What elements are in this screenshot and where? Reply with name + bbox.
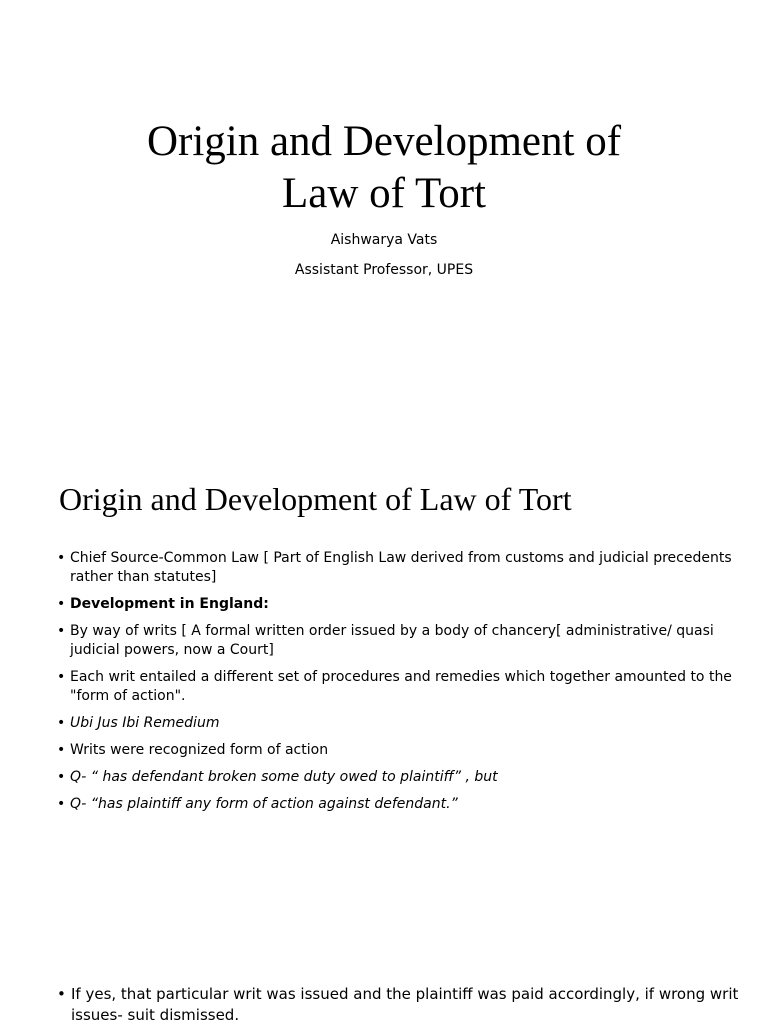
- continuation-slide: [0, 960, 768, 1024]
- bullet-icon: •: [57, 985, 66, 1003]
- bullet-item: [57, 984, 747, 1026]
- bullet-text: Writs were recognized form of action: [70, 742, 329, 758]
- bullet-item: [57, 595, 737, 614]
- bullet-item: [57, 741, 737, 760]
- bullet-icon: •: [57, 796, 66, 812]
- bullet-icon: •: [57, 715, 66, 731]
- bullet-icon: •: [57, 623, 66, 639]
- bullet-list: [57, 984, 747, 1026]
- title-line-2: Law of Tort: [282, 170, 486, 217]
- bullet-text: If yes, that particular writ was issued and the plaintiff was paid accordingly, if wrong writ issues- suit dismissed.: [71, 985, 739, 1024]
- slide-heading: Origin and Development of Law of Tort: [59, 481, 572, 517]
- presentation-title: [0, 116, 768, 220]
- bullet-item: [57, 549, 737, 587]
- bullet-text: Each writ entailed a different set of procedures and remedies which together amounted to the "form of action".: [70, 669, 732, 704]
- title-line-1: Origin and Development of: [146, 118, 622, 165]
- bullet-text: Q- “ has defendant broken some duty owed to plaintiff” , but: [70, 769, 498, 785]
- bullet-text: Chief Source-Common Law [ Part of English Law derived from customs and judicial precedents rather than statutes]: [70, 550, 732, 585]
- content-slide: [0, 432, 768, 1024]
- bullet-icon: •: [57, 596, 66, 612]
- bullet-text: Development in England:: [70, 596, 269, 612]
- bullet-item: [57, 795, 737, 814]
- bullet-icon: •: [57, 769, 66, 785]
- bullet-list: [57, 549, 737, 822]
- bullet-text: Q- “has plaintiff any form of action against defendant.”: [70, 796, 458, 812]
- bullet-item: [57, 768, 737, 787]
- bullet-item: [57, 714, 737, 733]
- author-position: Assistant Professor, UPES: [294, 262, 474, 278]
- bullet-icon: •: [57, 669, 66, 685]
- bullet-text: By way of writs [ A formal written order issued by a body of chancery[ administrative/ quasi judicial powers, now a Court]: [70, 623, 714, 658]
- bullet-text: Ubi Jus Ibi Remedium: [70, 715, 220, 731]
- title-slide: [0, 0, 768, 432]
- author-name: Aishwarya Vats: [330, 232, 438, 248]
- bullet-item: [57, 668, 737, 706]
- bullet-icon: •: [57, 550, 66, 566]
- bullet-icon: •: [57, 742, 66, 758]
- bullet-item: [57, 622, 737, 660]
